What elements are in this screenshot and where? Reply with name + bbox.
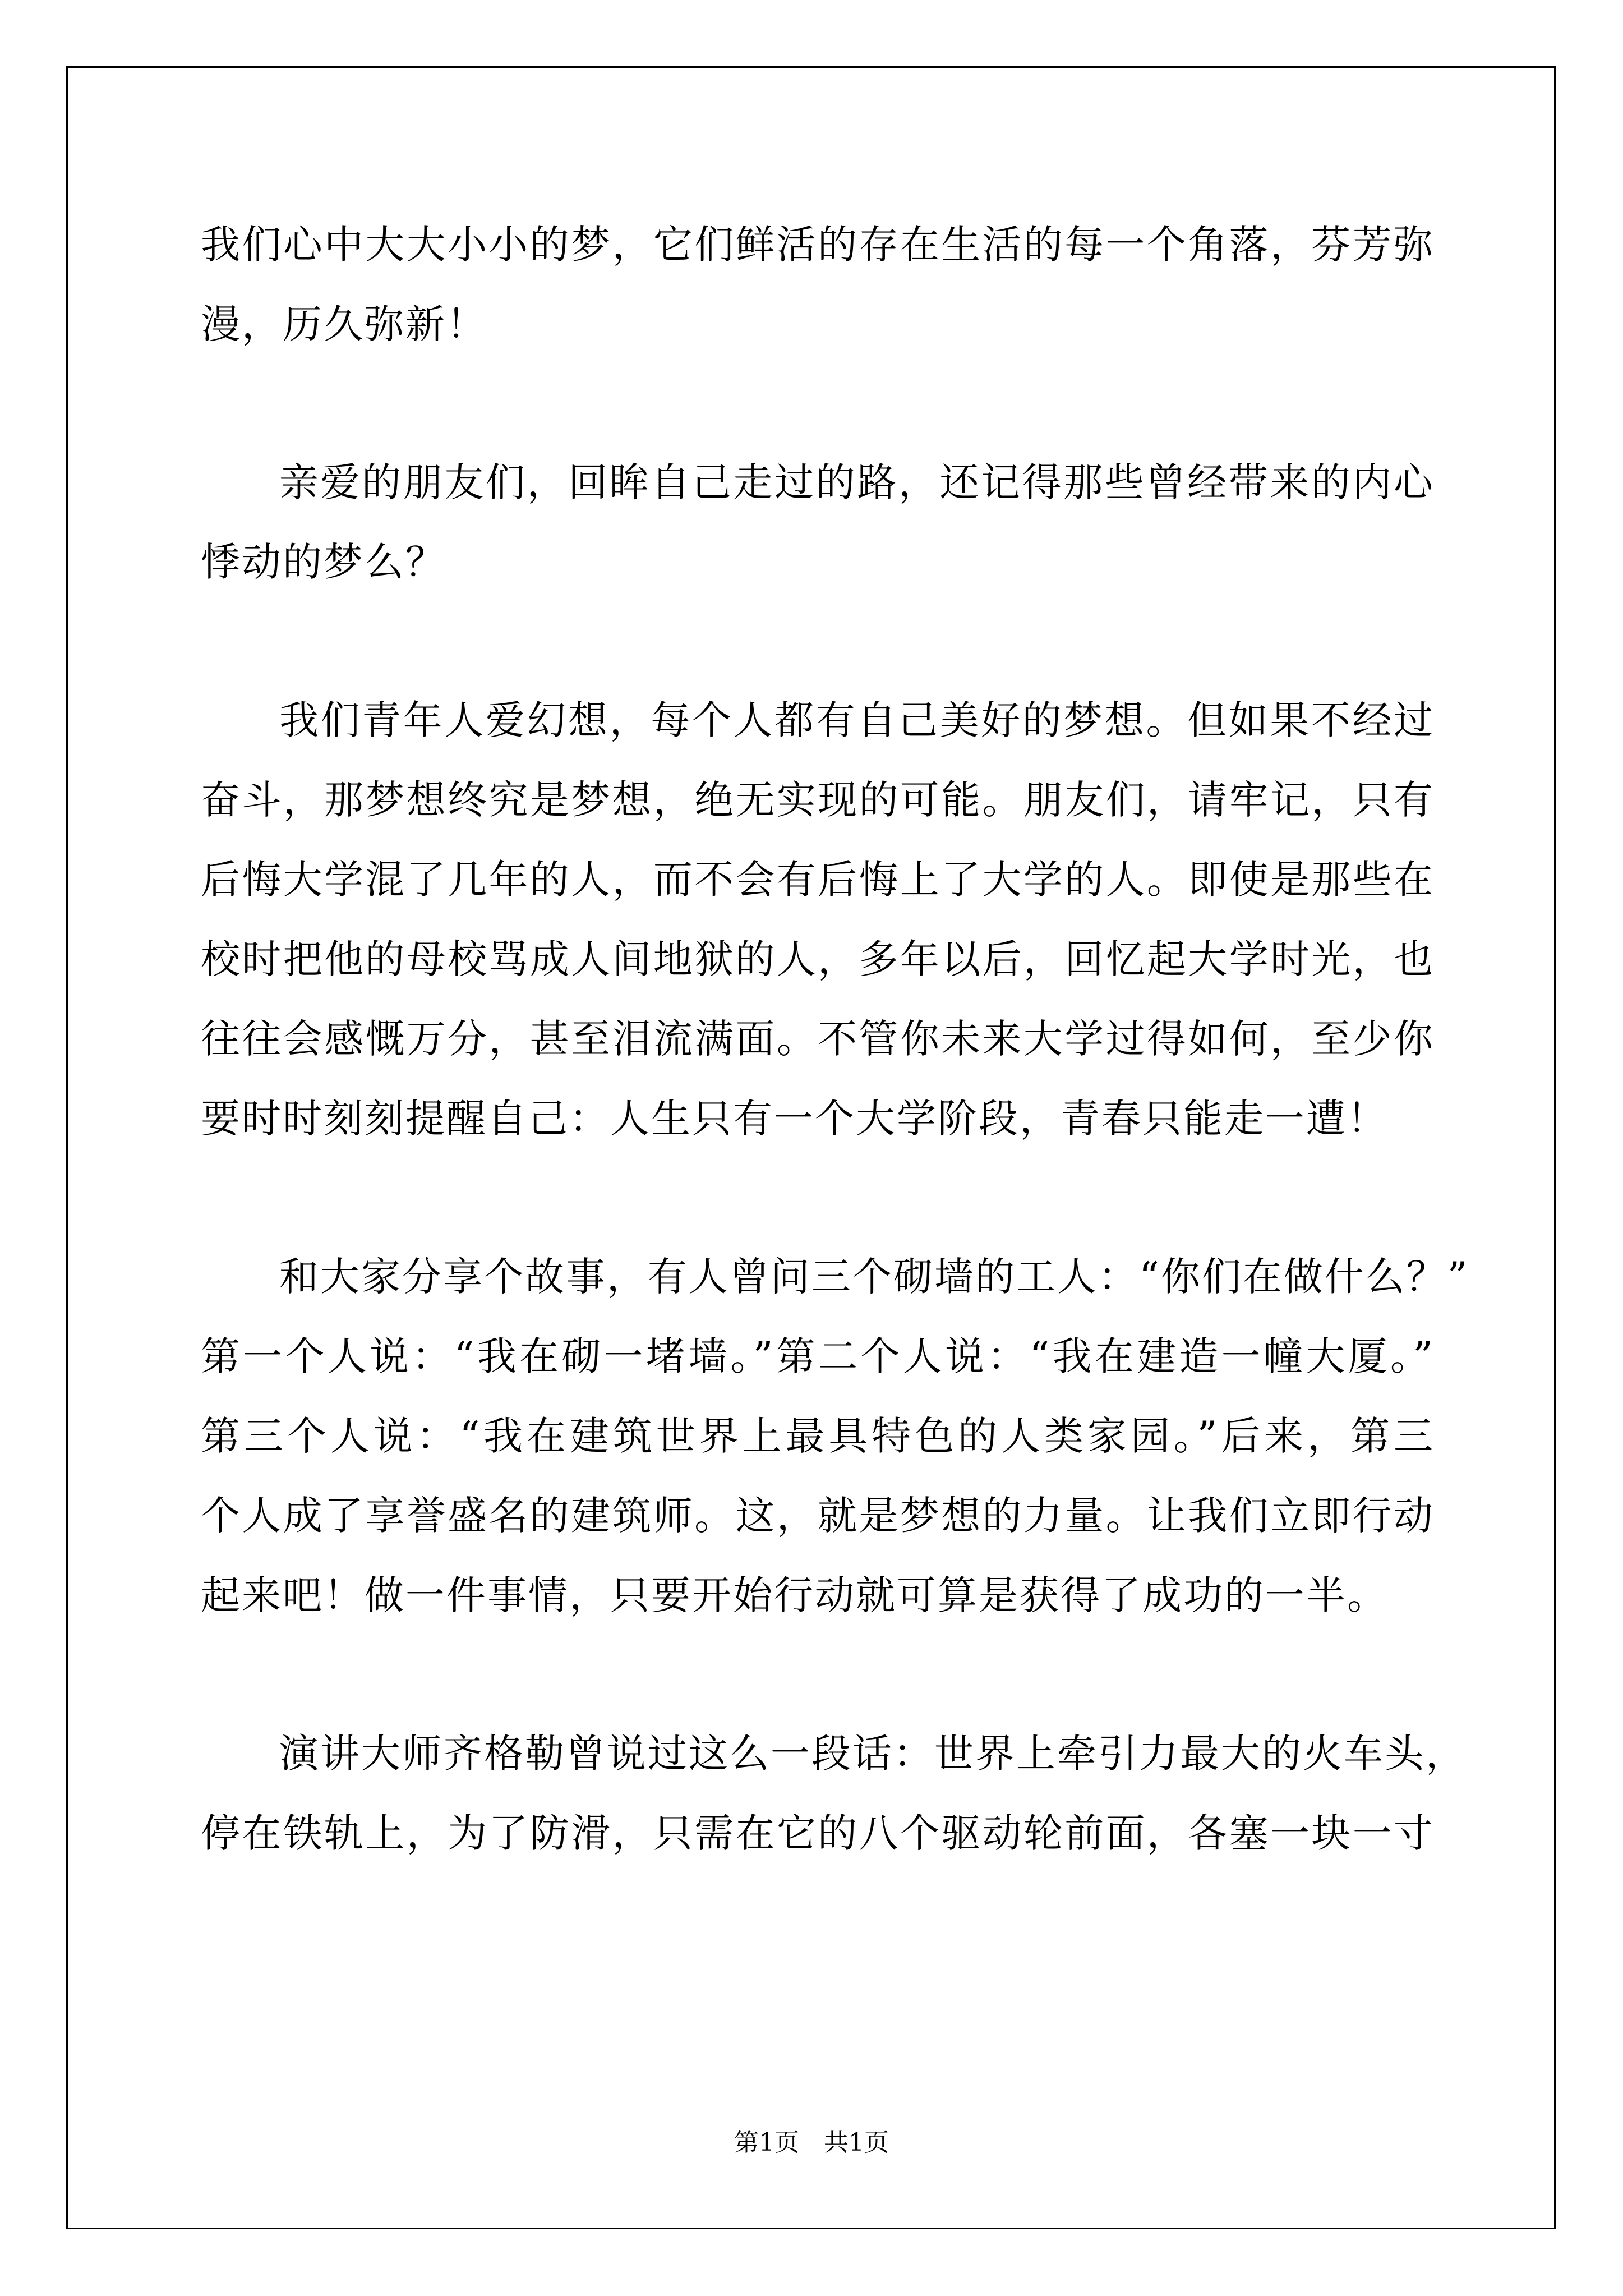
text-line: 和大家分享个故事，有人曾问三个砌墙的工人：“你们在做什么？” [279,1254,1469,1300]
text-line: 停在铁轨上，为了防滑，只需在它的八个驱动轮前面，各塞一块一寸 [201,1810,1435,1856]
text-line: 我们青年人爱幻想，每个人都有自己美好的梦想。但如果不经过 [279,697,1435,743]
document-body [201,205,1469,1873]
text-line: 起来吧！做一件事情，只要开始行动就可算是获得了成功的一半。 [201,1572,1388,1618]
text-line: 奋斗，那梦想终究是梦想，绝无实现的可能。朋友们，请牢记，只有 [201,777,1435,823]
text-line: 校时把他的母校骂成人间地狱的人，多年以后，回忆起大学时光，也 [201,936,1435,982]
text-line: 亲爱的朋友们，回眸自己走过的路，还记得那些曾经带来的内心 [279,459,1435,505]
text-line: 我们心中大大小小的梦，它们鲜活的存在生活的每一个角落，芬芳弥 [201,222,1435,268]
paragraph-gap [201,1635,1435,1714]
text-line: 第一个人说：“我在砌一堵墙。”第二个人说：“我在建造一幢大厦。” [201,1333,1435,1379]
paragraph-gap [201,1158,1435,1237]
text-line: 往往会感慨万分，甚至泪流满面。不管你未来大学过得如何，至少你 [201,1016,1435,1062]
paragraph-gap [201,364,1435,443]
text-line: 悸动的梦么？ [201,539,446,585]
text-line: 演讲大师齐格勒曾说过这么一段话：世界上牵引力最大的火车头， [279,1731,1467,1777]
text-line: 第三个人说：“我在建筑世界上最具特色的人类家园。”后来，第三 [201,1413,1435,1459]
paragraph-gap [201,602,1435,680]
text-line: 要时时刻刻提醒自己：人生只有一个大学阶段，青春只能走一遭！ [201,1096,1388,1142]
text-line: 后悔大学混了几年的人，而不会有后悔上了大学的人。即使是那些在 [201,857,1435,903]
page-footer: 第1页 共1页 [734,2128,889,2157]
text-line: 个人成了享誉盛名的建筑师。这，就是梦想的力量。让我们立即行动 [201,1493,1435,1539]
text-line: 漫，历久弥新！ [201,301,487,347]
